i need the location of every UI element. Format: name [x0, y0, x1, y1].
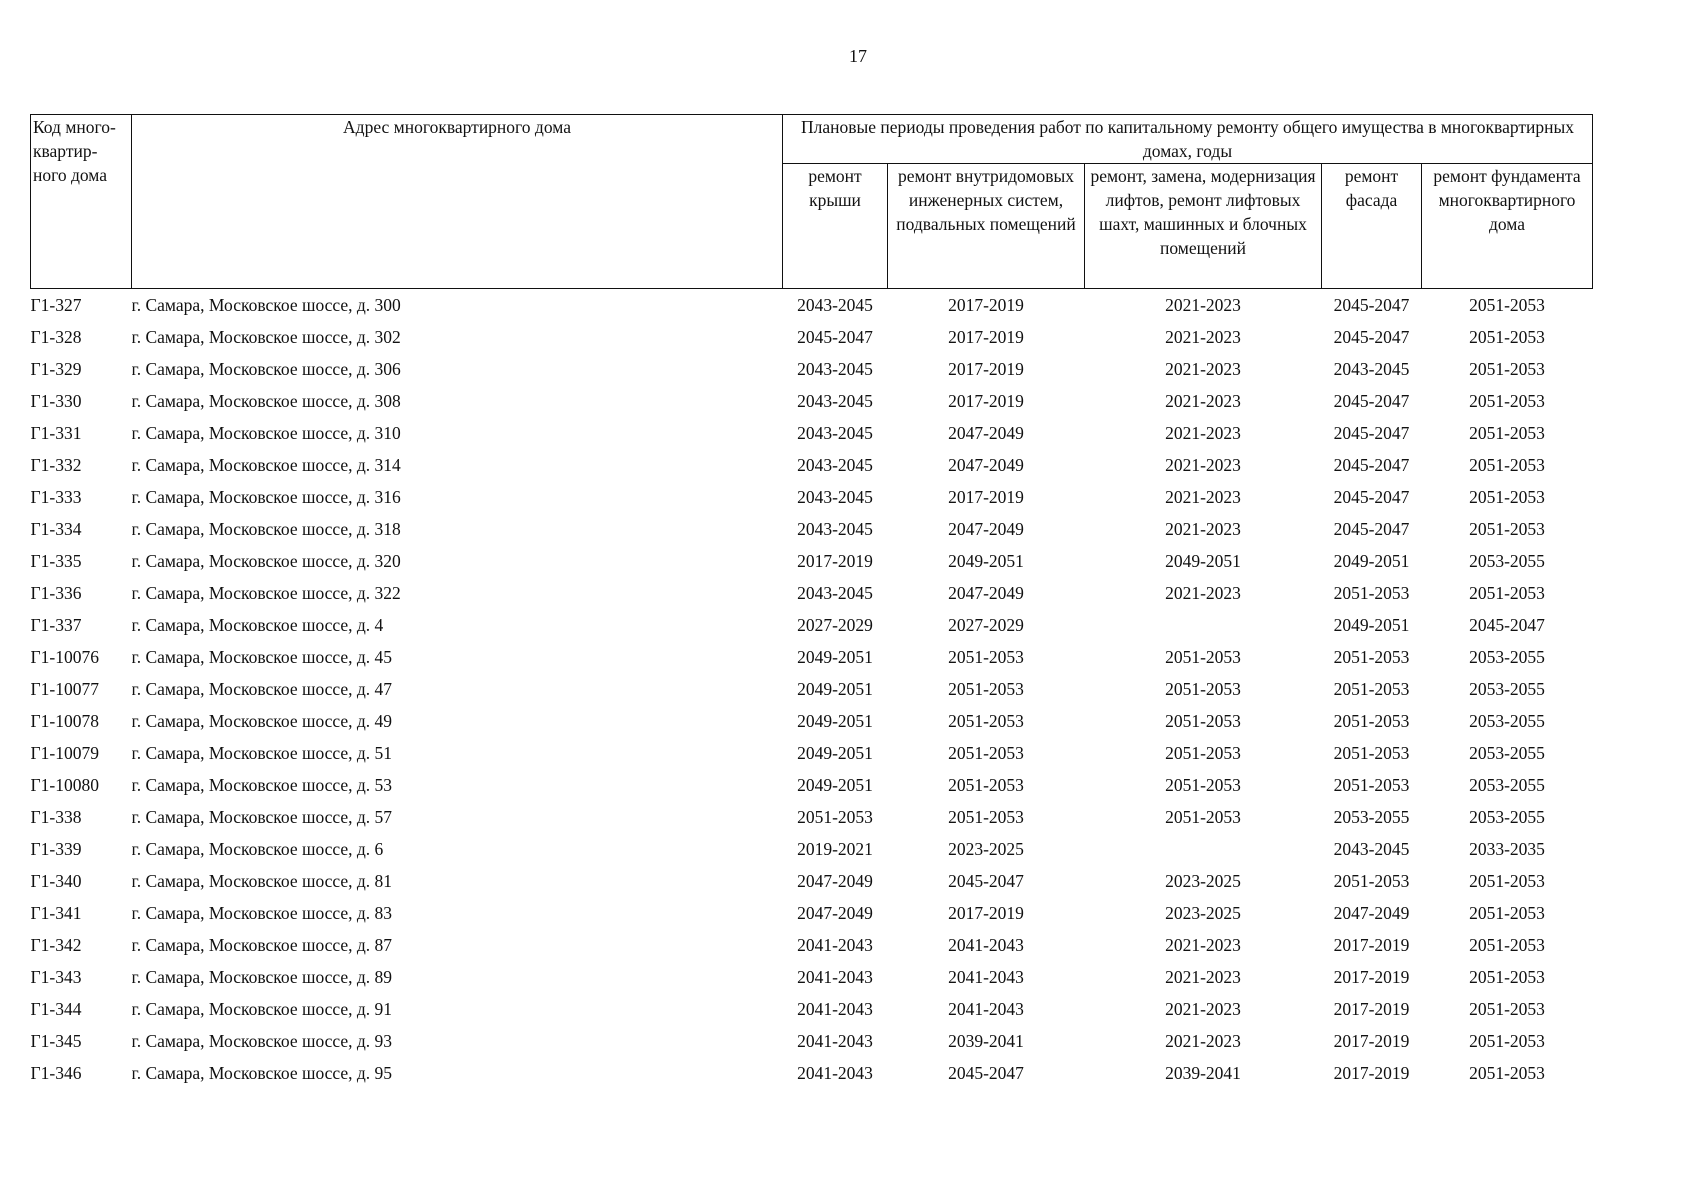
cell-code: Г1-341: [30, 903, 82, 923]
cell-code: Г1-330: [30, 391, 82, 411]
cell-systems: 2017-2019: [948, 487, 1024, 507]
cell-address: г. Самара, Московское шоссе, д. 306: [131, 359, 401, 379]
cell-foundation: 2051-2053: [1469, 295, 1545, 315]
cell-systems: 2017-2019: [948, 295, 1024, 315]
cell-address: г. Самара, Московское шоссе, д. 322: [131, 583, 401, 603]
cell-lifts: [1085, 833, 1322, 865]
cell-roof: 2043-2045: [797, 295, 873, 315]
cell-address: г. Самара, Московское шоссе, д. 302: [131, 327, 401, 347]
cell-lifts: 2021-2023: [1165, 327, 1241, 347]
cell-roof: 2019-2021: [797, 839, 873, 859]
cell-roof: 2017-2019: [797, 551, 873, 571]
cell-systems: 2047-2049: [948, 583, 1024, 603]
cell-lifts: 2021-2023: [1165, 423, 1241, 443]
cell-foundation: 2051-2053: [1469, 935, 1545, 955]
cell-lifts: 2021-2023: [1165, 519, 1241, 539]
cell-foundation: 2051-2053: [1469, 487, 1545, 507]
cell-foundation: 2051-2053: [1469, 1063, 1545, 1083]
column-header-address: Адрес многоквартирного дома: [132, 115, 783, 289]
cell-facade: 2017-2019: [1333, 967, 1410, 987]
column-header-code: Код много-квартир-ного дома: [31, 115, 132, 289]
cell-address: г. Самара, Московское шоссе, д. 316: [131, 487, 401, 507]
table-row: [31, 865, 1593, 897]
cell-systems: 2017-2019: [948, 327, 1024, 347]
cell-lifts: 2051-2053: [1165, 711, 1241, 731]
cell-facade: 2051-2053: [1333, 711, 1410, 731]
cell-systems: 2047-2049: [948, 519, 1024, 539]
cell-lifts: 2023-2025: [1165, 903, 1241, 923]
cell-roof: 2041-2043: [797, 1031, 873, 1051]
cell-roof: 2049-2051: [797, 679, 873, 699]
cell-foundation: 2051-2053: [1469, 999, 1545, 1019]
table-row: [31, 609, 1593, 641]
page-number: 17: [849, 46, 867, 66]
cell-systems: 2045-2047: [948, 1063, 1024, 1083]
cell-roof: 2043-2045: [797, 359, 873, 379]
cell-facade: 2017-2019: [1333, 1063, 1410, 1083]
table-row: [31, 353, 1593, 385]
cell-roof: 2049-2051: [797, 711, 873, 731]
cell-code: Г1-10079: [30, 743, 99, 763]
cell-facade: 2051-2053: [1333, 743, 1410, 763]
cell-systems: 2017-2019: [948, 359, 1024, 379]
cell-foundation: 2051-2053: [1469, 583, 1545, 603]
cell-code: Г1-10076: [30, 647, 99, 667]
cell-code: Г1-337: [30, 615, 82, 635]
table-row: [31, 449, 1593, 481]
cell-facade: 2043-2045: [1333, 359, 1410, 379]
cell-code: Г1-336: [30, 583, 82, 603]
cell-lifts: 2021-2023: [1165, 935, 1241, 955]
cell-facade: 2045-2047: [1333, 487, 1410, 507]
cell-systems: 2049-2051: [948, 551, 1024, 571]
cell-code: Г1-329: [30, 359, 82, 379]
cell-roof: 2043-2045: [797, 455, 873, 475]
cell-lifts: 2039-2041: [1165, 1063, 1241, 1083]
cell-facade: 2045-2047: [1333, 455, 1410, 475]
cell-foundation: 2053-2055: [1469, 775, 1545, 795]
cell-roof: 2049-2051: [797, 743, 873, 763]
cell-roof: 2041-2043: [797, 999, 873, 1019]
cell-foundation: 2051-2053: [1469, 327, 1545, 347]
cell-code: Г1-10080: [30, 775, 99, 795]
cell-systems: 2045-2047: [948, 871, 1024, 891]
cell-code: Г1-328: [30, 327, 82, 347]
cell-address: г. Самара, Московское шоссе, д. 53: [131, 775, 393, 795]
cell-address: г. Самара, Московское шоссе, д. 89: [131, 967, 393, 987]
table-row: [31, 833, 1593, 865]
cell-code: Г1-345: [30, 1031, 82, 1051]
cell-foundation: 2051-2053: [1469, 903, 1545, 923]
cell-facade: 2051-2053: [1333, 871, 1410, 891]
cell-roof: 2043-2045: [797, 391, 873, 411]
cell-lifts: 2051-2053: [1165, 743, 1241, 763]
table-row: [31, 673, 1593, 705]
cell-code: Г1-346: [30, 1063, 82, 1083]
cell-code: Г1-343: [30, 967, 82, 987]
cell-foundation: 2051-2053: [1469, 359, 1545, 379]
cell-roof: 2041-2043: [797, 935, 873, 955]
table-body: [31, 289, 1593, 1090]
cell-facade: 2045-2047: [1333, 519, 1410, 539]
cell-facade: 2049-2051: [1333, 615, 1410, 635]
cell-address: г. Самара, Московское шоссе, д. 57: [131, 807, 393, 827]
cell-foundation: 2053-2055: [1469, 711, 1545, 731]
cell-roof: 2051-2053: [797, 807, 873, 827]
cell-facade: 2043-2045: [1333, 839, 1410, 859]
cell-code: Г1-332: [30, 455, 82, 475]
cell-facade: 2047-2049: [1333, 903, 1410, 923]
cell-address: г. Самара, Московское шоссе, д. 51: [131, 743, 393, 763]
cell-code: Г1-344: [30, 999, 82, 1019]
cell-code: Г1-10077: [30, 679, 99, 699]
cell-systems: 2027-2029: [948, 615, 1024, 635]
column-header-facade: ремонт фасада: [1322, 164, 1422, 289]
cell-lifts: 2021-2023: [1165, 1031, 1241, 1051]
cell-systems: 2017-2019: [948, 391, 1024, 411]
cell-code: Г1-335: [30, 551, 82, 571]
cell-lifts: 2021-2023: [1165, 583, 1241, 603]
table-row: [31, 545, 1593, 577]
table-row: [31, 705, 1593, 737]
cell-roof: 2049-2051: [797, 775, 873, 795]
cell-foundation: 2051-2053: [1469, 519, 1545, 539]
cell-roof: 2043-2045: [797, 519, 873, 539]
cell-systems: 2051-2053: [948, 679, 1024, 699]
cell-roof: 2045-2047: [797, 327, 873, 347]
table-row: [31, 1057, 1593, 1089]
table-row: [31, 897, 1593, 929]
cell-address: г. Самара, Московское шоссе, д. 87: [131, 935, 393, 955]
cell-lifts: 2021-2023: [1165, 487, 1241, 507]
cell-roof: 2043-2045: [797, 423, 873, 443]
cell-address: г. Самара, Московское шоссе, д. 47: [131, 679, 393, 699]
cell-systems: 2047-2049: [948, 455, 1024, 475]
cell-lifts: 2021-2023: [1165, 359, 1241, 379]
cell-foundation: 2051-2053: [1469, 1031, 1545, 1051]
table-row: [31, 641, 1593, 673]
cell-address: г. Самара, Московское шоссе, д. 318: [131, 519, 401, 539]
cell-roof: 2049-2051: [797, 647, 873, 667]
cell-address: г. Самара, Московское шоссе, д. 83: [131, 903, 393, 923]
cell-address: г. Самара, Московское шоссе, д. 91: [131, 999, 393, 1019]
cell-code: Г1-327: [30, 295, 82, 315]
cell-foundation: 2045-2047: [1469, 615, 1545, 635]
table-row: [31, 513, 1593, 545]
table-row: [31, 289, 1593, 322]
cell-lifts: 2021-2023: [1165, 999, 1241, 1019]
cell-address: г. Самара, Московское шоссе, д. 300: [131, 295, 401, 315]
header-row-top: [31, 115, 1593, 164]
capital-repair-table: [30, 114, 1593, 1089]
cell-systems: 2039-2041: [948, 1031, 1024, 1051]
cell-roof: 2043-2045: [797, 487, 873, 507]
cell-lifts: 2021-2023: [1165, 967, 1241, 987]
column-header-foundation: ремонт фундамента многоквартирного дома: [1422, 164, 1593, 289]
cell-lifts: 2051-2053: [1165, 807, 1241, 827]
table-row: [31, 321, 1593, 353]
cell-address: г. Самара, Московское шоссе, д. 45: [131, 647, 393, 667]
cell-facade: 2045-2047: [1333, 295, 1410, 315]
cell-systems: 2047-2049: [948, 423, 1024, 443]
cell-roof: 2041-2043: [797, 1063, 873, 1083]
cell-facade: 2049-2051: [1333, 551, 1410, 571]
cell-foundation: 2053-2055: [1469, 807, 1545, 827]
cell-code: Г1-10078: [30, 711, 99, 731]
cell-code: Г1-334: [30, 519, 82, 539]
cell-address: г. Самара, Московское шоссе, д. 314: [131, 455, 401, 475]
cell-lifts: [1085, 609, 1322, 641]
cell-code: Г1-340: [30, 871, 82, 891]
table-row: [31, 993, 1593, 1025]
cell-facade: 2045-2047: [1333, 423, 1410, 443]
cell-facade: 2017-2019: [1333, 1031, 1410, 1051]
table-row: [31, 961, 1593, 993]
cell-foundation: 2051-2053: [1469, 455, 1545, 475]
cell-systems: 2017-2019: [948, 903, 1024, 923]
cell-systems: 2051-2053: [948, 711, 1024, 731]
cell-address: г. Самара, Московское шоссе, д. 49: [131, 711, 393, 731]
cell-facade: 2045-2047: [1333, 391, 1410, 411]
table-row: [31, 737, 1593, 769]
cell-code: Г1-338: [30, 807, 82, 827]
table-row: [31, 801, 1593, 833]
cell-address: г. Самара, Московское шоссе, д. 81: [131, 871, 393, 891]
cell-lifts: 2051-2053: [1165, 775, 1241, 795]
cell-foundation: 2051-2053: [1469, 871, 1545, 891]
table-row: [31, 481, 1593, 513]
cell-foundation: 2053-2055: [1469, 743, 1545, 763]
cell-code: Г1-342: [30, 935, 82, 955]
cell-address: г. Самара, Московское шоссе, д. 4: [131, 615, 384, 635]
cell-address: г. Самара, Московское шоссе, д. 308: [131, 391, 401, 411]
cell-systems: 2041-2043: [948, 999, 1024, 1019]
cell-foundation: 2053-2055: [1469, 647, 1545, 667]
cell-facade: 2051-2053: [1333, 647, 1410, 667]
cell-facade: 2017-2019: [1333, 935, 1410, 955]
cell-facade: 2045-2047: [1333, 327, 1410, 347]
table-row: [31, 929, 1593, 961]
cell-foundation: 2051-2053: [1469, 967, 1545, 987]
cell-roof: 2043-2045: [797, 583, 873, 603]
cell-foundation: 2053-2055: [1469, 551, 1545, 571]
table-row: [31, 769, 1593, 801]
cell-foundation: 2053-2055: [1469, 679, 1545, 699]
cell-roof: 2027-2029: [797, 615, 873, 635]
table-row: [31, 417, 1593, 449]
cell-systems: 2051-2053: [948, 807, 1024, 827]
cell-systems: 2051-2053: [948, 743, 1024, 763]
cell-address: г. Самара, Московское шоссе, д. 320: [131, 551, 401, 571]
cell-foundation: 2051-2053: [1469, 391, 1545, 411]
column-header-systems: ремонт внутридомовых инженерных систем, подвальных помещений: [888, 164, 1085, 289]
table-row: [31, 1025, 1593, 1057]
column-header-lifts: ремонт, замена, модернизация лифтов, ремонт лифтовых шахт, машинных и блочных помещений: [1085, 164, 1322, 289]
cell-address: г. Самара, Московское шоссе, д. 95: [131, 1063, 393, 1083]
cell-facade: 2051-2053: [1333, 775, 1410, 795]
cell-foundation: 2051-2053: [1469, 423, 1545, 443]
cell-code: Г1-333: [30, 487, 82, 507]
cell-lifts: 2021-2023: [1165, 391, 1241, 411]
cell-lifts: 2051-2053: [1165, 679, 1241, 699]
cell-code: Г1-331: [30, 423, 82, 443]
cell-systems: 2051-2053: [948, 775, 1024, 795]
cell-lifts: 2021-2023: [1165, 455, 1241, 475]
cell-systems: 2051-2053: [948, 647, 1024, 667]
cell-systems: 2041-2043: [948, 967, 1024, 987]
cell-address: г. Самара, Московское шоссе, д. 310: [131, 423, 401, 443]
cell-lifts: 2023-2025: [1165, 871, 1241, 891]
column-header-periods: Плановые периоды проведения работ по капитальному ремонту общего имущества в многоквартирных домах, годы: [783, 115, 1593, 164]
cell-facade: 2017-2019: [1333, 999, 1410, 1019]
cell-address: г. Самара, Московское шоссе, д. 6: [131, 839, 384, 859]
cell-code: Г1-339: [30, 839, 82, 859]
cell-address: г. Самара, Московское шоссе, д. 93: [131, 1031, 393, 1051]
cell-facade: 2051-2053: [1333, 679, 1410, 699]
column-header-roof: ремонт крыши: [783, 164, 888, 289]
cell-roof: 2047-2049: [797, 871, 873, 891]
cell-roof: 2047-2049: [797, 903, 873, 923]
cell-lifts: 2049-2051: [1165, 551, 1241, 571]
cell-lifts: 2021-2023: [1165, 295, 1241, 315]
cell-facade: 2051-2053: [1333, 583, 1410, 603]
table-row: [31, 577, 1593, 609]
cell-roof: 2041-2043: [797, 967, 873, 987]
cell-lifts: 2051-2053: [1165, 647, 1241, 667]
cell-facade: 2053-2055: [1333, 807, 1410, 827]
cell-systems: 2041-2043: [948, 935, 1024, 955]
table-row: [31, 385, 1593, 417]
cell-foundation: 2033-2035: [1469, 839, 1545, 859]
cell-systems: 2023-2025: [948, 839, 1024, 859]
